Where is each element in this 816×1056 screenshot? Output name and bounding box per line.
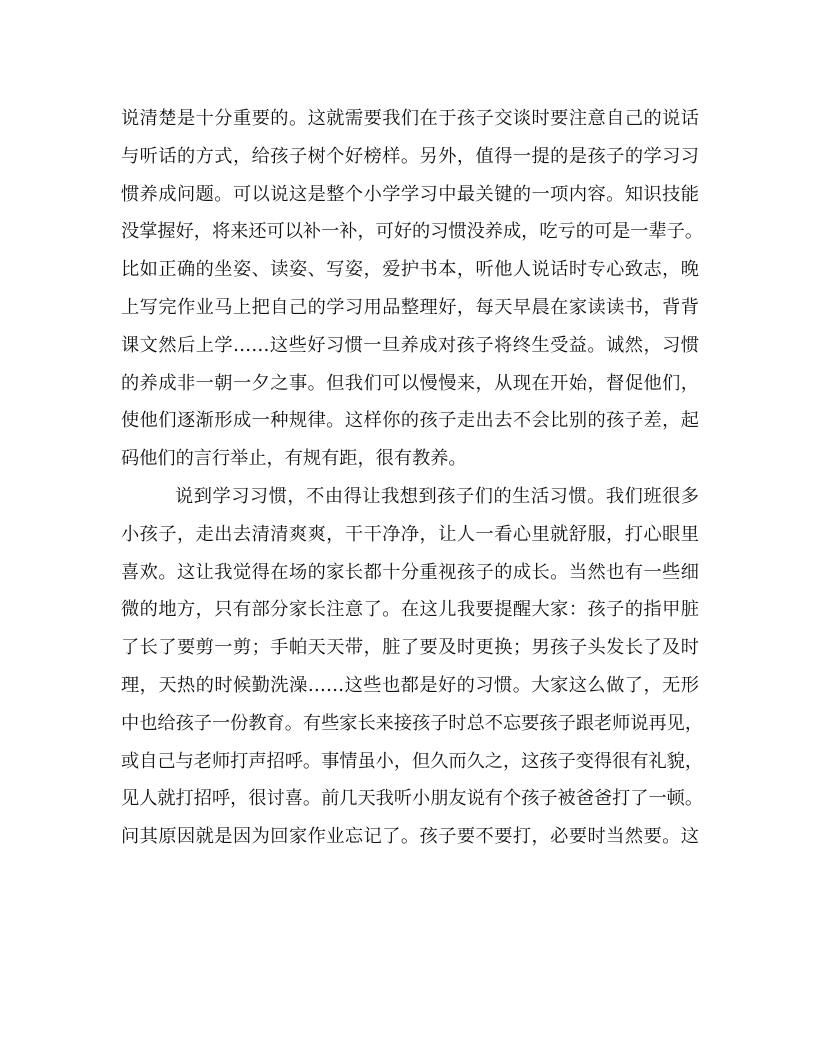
text-line: 码他们的言行举止，有规有距，很有教养。: [121, 448, 467, 470]
text-line: 惯养成问题。可以说这是整个小学学习中最关键的一项内容。知识技能: [121, 183, 699, 205]
text-line: 喜欢。这让我觉得在场的家长都十分重视孩子的成长。当然也有一些细: [121, 561, 699, 583]
text-line: 小孩子，走出去清清爽爽，干干净净，让人一看心里就舒服，打心眼里: [121, 523, 699, 545]
text-line: 理，天热的时候勤洗澡……这些也都是好的习惯。大家这么做了，无形: [121, 674, 699, 696]
text-line: 或自己与老师打声招呼。事情虽小，但久而久之，这孩子变得很有礼貌，: [121, 750, 704, 772]
text-line: 中也给孩子一份教育。有些家长来接孩子时总不忘要孩子跟老师说再见，: [121, 712, 704, 734]
paragraph: [121, 478, 704, 856]
text-line: 说到学习习惯，不由得让我想到孩子们的生活习惯。我们班很多: [175, 485, 699, 507]
text-line: 与听话的方式，给孩子树个好榜样。另外，值得一提的是孩子的学习习: [121, 145, 699, 167]
text-line: 使他们逐渐形成一种规律。这样你的孩子走出去不会比别的孩子差，起: [121, 410, 699, 432]
text-line: 的养成非一朝一夕之事。但我们可以慢慢来，从现在开始，督促他们，: [121, 372, 699, 394]
body-text: [121, 100, 704, 856]
text-line: 比如正确的坐姿、读姿、写姿，爱护书本，听他人说话时专心致志，晚: [121, 259, 699, 281]
text-line: 上写完作业马上把自己的学习用品整理好，每天早晨在家读读书，背背: [121, 296, 699, 318]
text-line: 没掌握好，将来还可以补一补，可好的习惯没养成，吃亏的可是一辈子。: [121, 221, 704, 243]
text-line: 课文然后上学……这些好习惯一旦养成对孩子将终生受益。诚然，习惯: [121, 334, 699, 356]
text-line: 了长了要剪一剪；手帕天天带，脏了要及时更换；男孩子头发长了及时: [121, 637, 699, 659]
text-line: 问其原因就是因为回家作业忘记了。孩子要不要打，必要时当然要。这: [121, 826, 699, 848]
text-line: 微的地方，只有部分家长注意了。在这儿我要提醒大家：孩子的指甲脏: [121, 599, 699, 621]
text-line: 说清楚是十分重要的。这就需要我们在于孩子交谈时要注意自己的说话: [121, 108, 699, 129]
text-line: 见人就打招呼，很讨喜。前几天我听小朋友说有个孩子被爸爸打了一顿。: [121, 788, 704, 810]
paragraph: [121, 100, 704, 478]
